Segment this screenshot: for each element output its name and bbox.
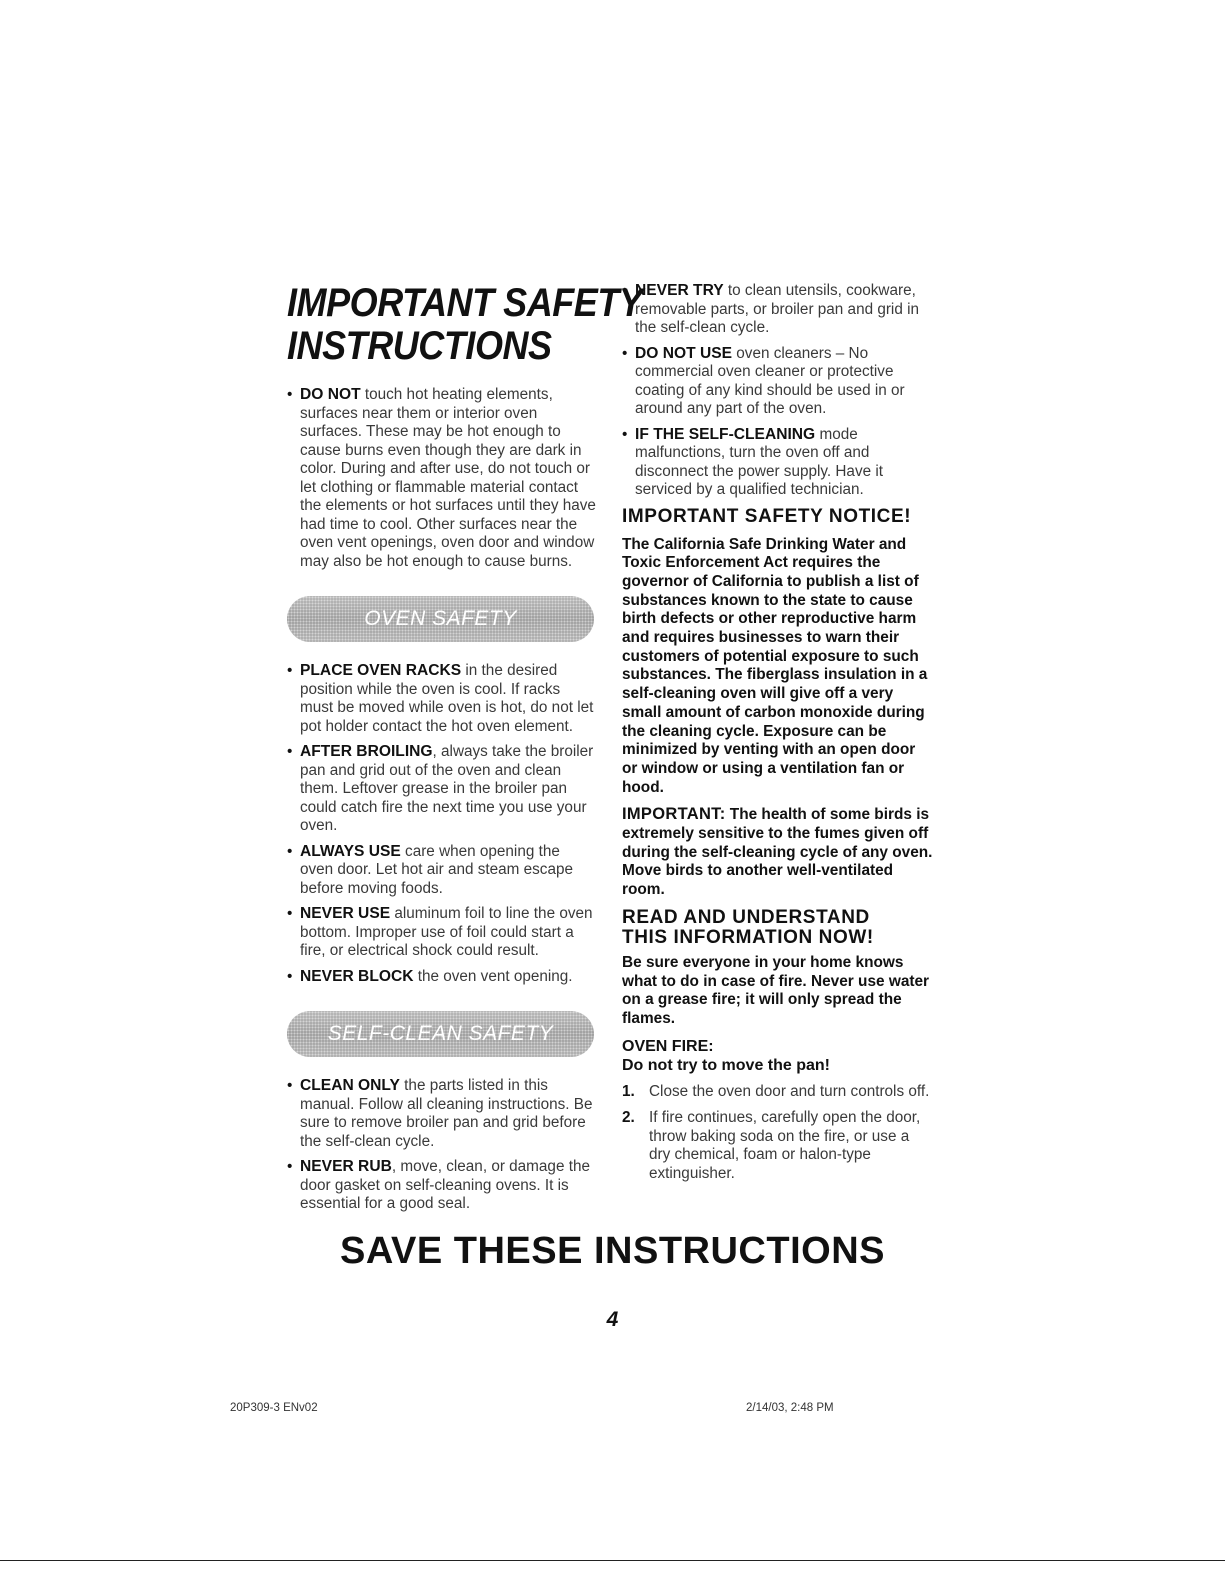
list-item [287, 905, 597, 961]
list-item [287, 1158, 597, 1214]
item-lead: NEVER RUB [300, 1158, 392, 1175]
item-text: oven cleaners – No commercial oven cleaner or protective coating of any kind should be used in or around any part of the oven. [635, 344, 905, 417]
step-number: 1. [622, 1082, 635, 1100]
item-text: care when opening the oven door. Let hot air and steam escape before moving foods. [300, 842, 573, 897]
oven-safety-banner-label: OVEN SAFETY [364, 607, 517, 630]
title-line-2: INSTRUCTIONS [287, 324, 552, 368]
footer-code: 20P309-3 ENv02 [230, 1402, 318, 1414]
step-item [622, 1083, 934, 1102]
step-number: 2. [622, 1109, 635, 1127]
self-clean-banner-label: SELF-CLEAN SAFETY [327, 1022, 554, 1045]
read-heading-line-1: READ AND UNDERSTAND [622, 906, 870, 928]
list-item [622, 282, 934, 338]
important-label: IMPORTANT: [622, 805, 726, 824]
item-lead: PLACE OVEN RACKS [300, 662, 462, 679]
item-lead: ALWAYS USE [300, 842, 401, 860]
notice-text: The California Safe Drinking Water and Toxic Enforcement Act requires the governor of California to publish a list of substances known to the state to cause birth defects or other reproductive harm and requires businesses to warn their customers of potential exposure to such substances. The fiberglass insulation in a self-cleaning oven will give off a very small amount of carbon monoxide during the cleaning cycle. Exposure can be minimized by venting with an open door or window or using a ventilation fan or hood. [622, 535, 928, 796]
notice-heading: IMPORTANT SAFETY NOTICE! [622, 505, 912, 527]
bottom-rule [0, 1560, 1225, 1561]
item-text: mode malfunctions, turn the oven off and disconnect the power supply. Have it serviced by a qualified technician. [635, 425, 883, 498]
item-text: , always take the broiler pan and grid out of the oven and clean them. Leftover grease in the broiler pan could catch fire the next time you use your oven. [300, 743, 594, 834]
important-paragraph [622, 805, 934, 900]
item-lead: NEVER USE [300, 905, 391, 922]
list-item [622, 426, 934, 500]
list-item [287, 743, 597, 836]
read-heading [622, 908, 934, 948]
item-lead: NEVER TRY [635, 282, 724, 299]
item-lead: CLEAN ONLY [300, 1077, 400, 1094]
title-line-1: IMPORTANT SAFETY [287, 281, 643, 325]
item-lead: NEVER BLOCK [300, 967, 414, 985]
oven-fire-steps [622, 1083, 934, 1184]
self-clean-safety-banner [287, 1011, 594, 1057]
oven-fire-subhead: Do not try to move the pan! [622, 1056, 830, 1074]
item-lead: IF THE SELF-CLEANING [635, 425, 816, 443]
list-item [287, 843, 597, 899]
oven-safety-list [287, 662, 597, 986]
left-column [287, 281, 643, 1221]
list-item [287, 386, 597, 571]
oven-fire-label: OVEN FIRE: [622, 1037, 714, 1055]
page-title [287, 281, 643, 368]
step-text: Close the oven door and turn controls off. [649, 1082, 930, 1100]
item-text: the oven vent opening. [413, 967, 573, 985]
read-heading-line-2: THIS INFORMATION NOW! [622, 926, 874, 948]
step-text: If fire continues, carefully open the door, throw baking soda on the fire, or use a dry chemical, foam or halon-type extinguisher. [649, 1109, 921, 1182]
item-text: to clean utensils, cookware, removable parts, or broiler pan and grid in the self-clean cycle. [635, 282, 919, 336]
list-item [622, 345, 934, 419]
right-column [622, 282, 934, 1191]
list-item [287, 1077, 597, 1151]
read-text: Be sure everyone in your home knows what to do in case of fire. Never use water on a grease fire; it will only spread the flames. [622, 953, 930, 1027]
list-item [287, 662, 597, 736]
page-number: 4 [606, 1308, 619, 1331]
item-text: , move, clean, or damage the door gasket on self-cleaning ovens. It is essential for a good seal. [300, 1158, 590, 1212]
self-clean-continued-list [622, 282, 934, 500]
item-lead: AFTER BROILING [300, 743, 433, 760]
item-text: in the desired position while the oven is cool. If racks must be moved while oven is hot, do not let pot holder contact the hot oven element. [300, 662, 594, 735]
item-lead: DO NOT USE [635, 344, 733, 362]
save-instructions-title: SAVE THESE INSTRUCTIONS [340, 1230, 885, 1272]
item-text: the parts listed in this manual. Follow all cleaning instructions. Be sure to remove broiler pan and grid before the self-clean cycle. [300, 1077, 593, 1150]
item-text: touch hot heating elements, surfaces near them or interior oven surfaces. These may be hot enough to cause burns even though they are dark in color. During and after use, do not touch or let clothing or flammable material contact the elements or hot surfaces until they have had time to cool. Other surfaces near the oven vent openings, oven door and window may also be hot enough to cause burns. [300, 386, 596, 570]
item-text: aluminum foil to line the oven bottom. Improper use of foil could start a fire, or electrical shock could result. [300, 905, 593, 959]
item-lead: DO NOT [300, 386, 361, 403]
self-clean-list [287, 1077, 597, 1214]
footer-date: 2/14/03, 2:48 PM [746, 1402, 834, 1414]
important-text: The health of some birds is extremely sensitive to the fumes given off during the self-cleaning cycle of any oven. Move birds to another well-ventilated room. [622, 806, 933, 899]
oven-safety-banner [287, 596, 594, 642]
list-item [287, 968, 597, 987]
intro-list [287, 386, 597, 571]
step-item [622, 1109, 934, 1183]
